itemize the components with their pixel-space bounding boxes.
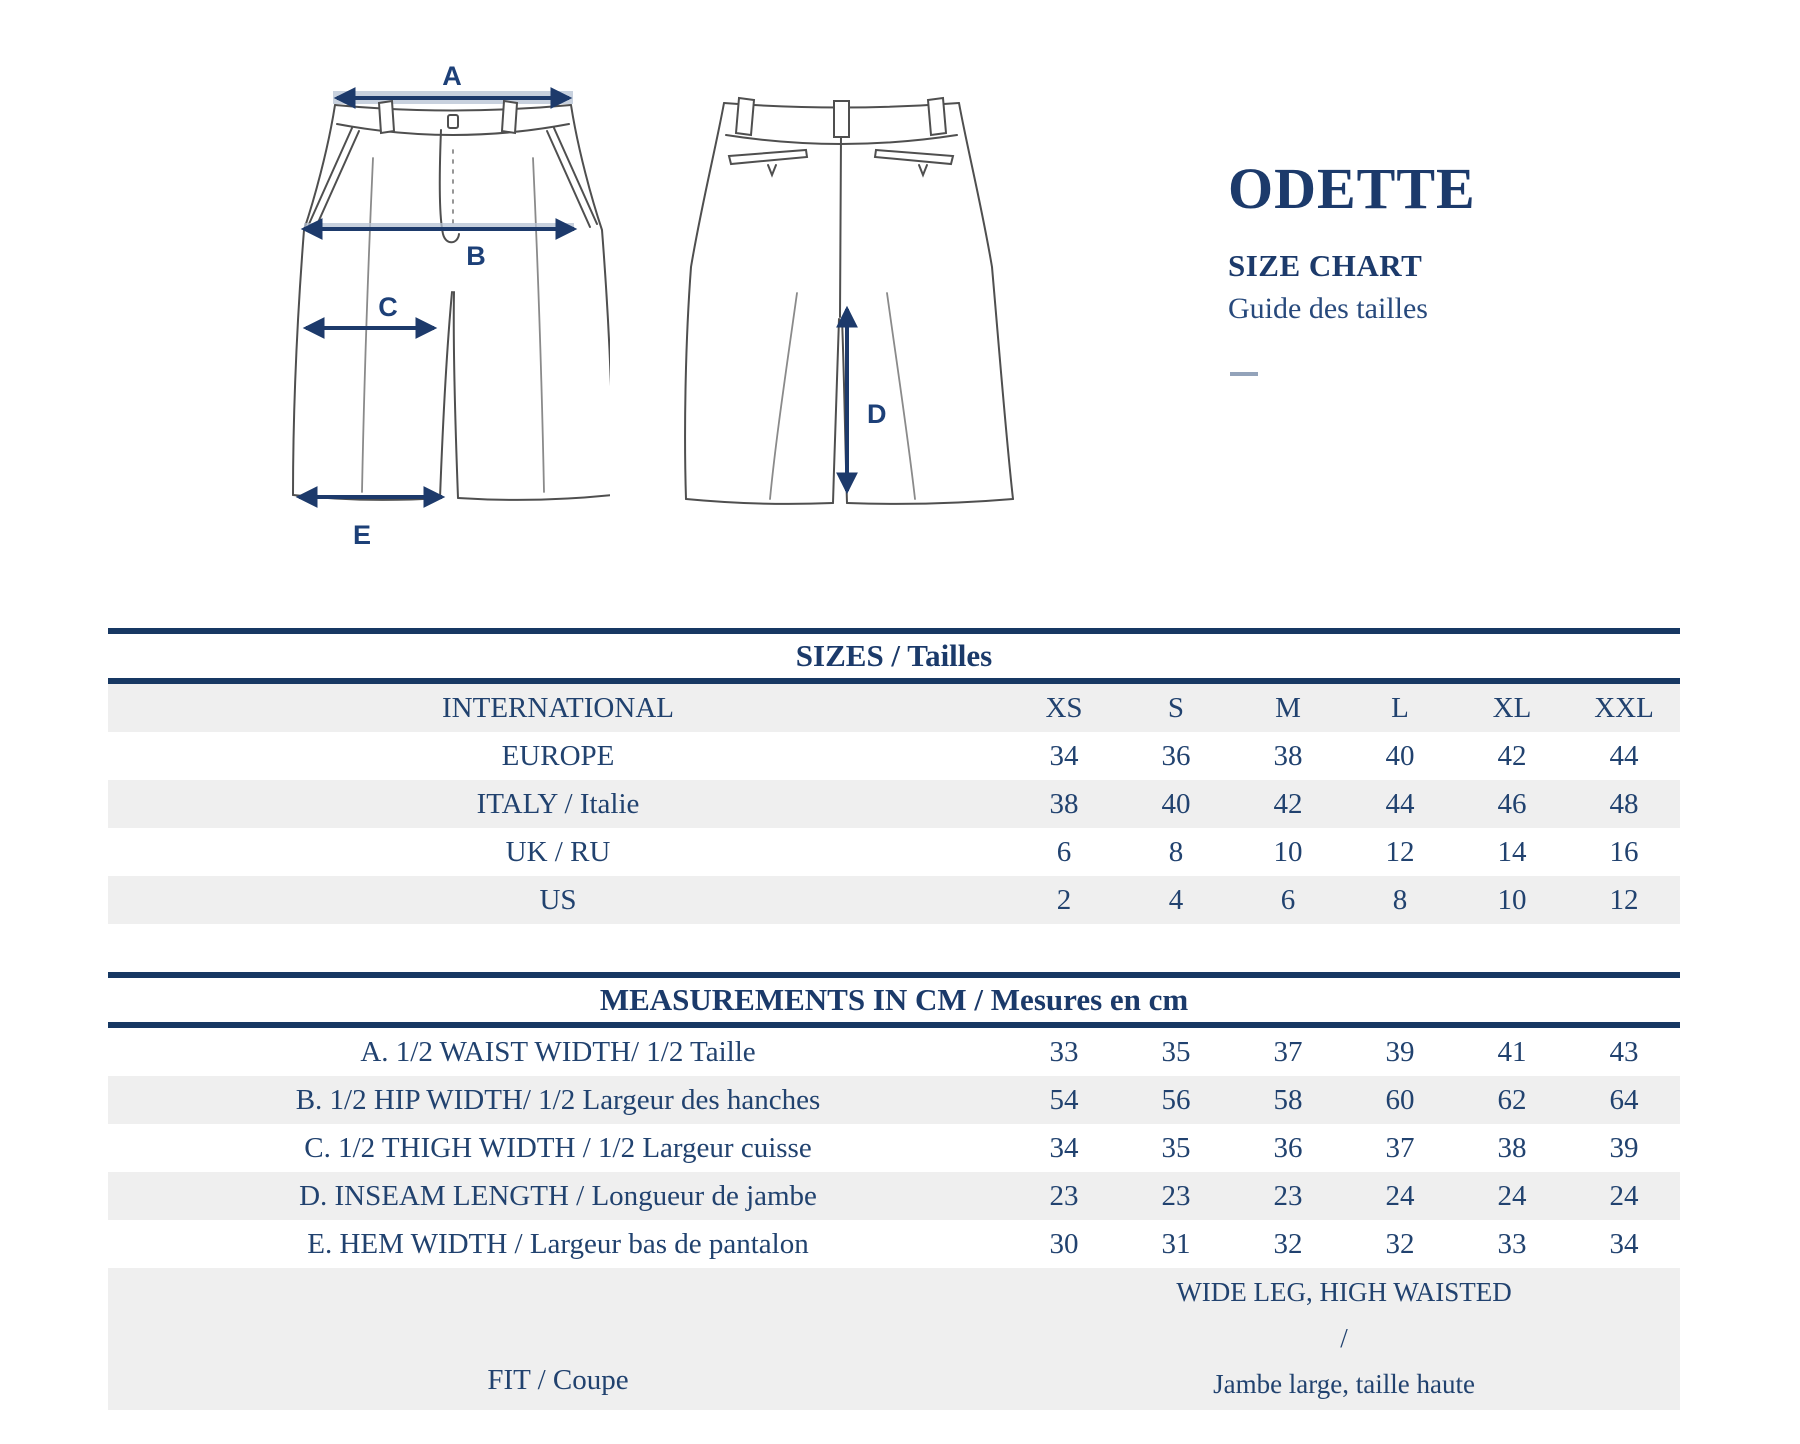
row-label: A. 1/2 WAIST WIDTH/ 1/2 Taille (360, 1035, 756, 1068)
back-pocket (875, 150, 953, 164)
belt-loop (379, 101, 394, 133)
divider-dash (1230, 372, 1258, 376)
pocket-seam (547, 131, 590, 227)
row-label: UK / RU (505, 835, 611, 868)
size-chart-heading: SIZE CHART (1228, 248, 1423, 283)
row-label: EUROPE (501, 739, 615, 772)
center-back-seam (840, 135, 841, 317)
belt-loop (736, 98, 754, 135)
pocket-button (768, 165, 776, 175)
row-label: US (108, 876, 1008, 924)
measure-label-b: B (466, 241, 486, 271)
row-label: B. 1/2 HIP WIDTH/ 1/2 Largeur des hanches (108, 1076, 1008, 1124)
fit-row-value (1008, 1268, 1680, 1410)
table-row: A. 1/2 WAIST WIDTH/ 1/2 Taille 33 35 37 39 41 43 (108, 1025, 1680, 1076)
row-label: E. HEM WIDTH / Largeur bas de pantalon (307, 1227, 809, 1260)
measurements-table (108, 972, 1680, 1410)
sizes-table-header (108, 631, 1680, 681)
row-label: C. 1/2 THIGH WIDTH / 1/2 Largeur cuisse (304, 1131, 812, 1164)
fit-line-en: WIDE LEG, HIGH WAISTED (1176, 1277, 1512, 1308)
measure-label-e: E (352, 520, 372, 550)
fit-line-slash: / (1340, 1323, 1348, 1354)
measurements-table-header (108, 975, 1680, 1025)
title-block (1228, 156, 1476, 325)
belt-loop (834, 101, 849, 137)
row-label: D. INSEAM LENGTH / Longueur de jambe (108, 1172, 1008, 1220)
table-row: ITALY / Italie 38 40 42 44 46 48 (108, 780, 1680, 828)
measure-label-c: C (378, 292, 398, 322)
fit-line-fr: Jambe large, taille haute (1213, 1368, 1475, 1399)
shorts-front-sketch (288, 58, 610, 550)
row-label: INTERNATIONAL (108, 681, 1008, 732)
sizes-table-title: SIZES / Tailles (108, 631, 1680, 681)
pocket-button (919, 165, 927, 175)
pocket-seam (554, 128, 597, 224)
shorts-back-sketch (675, 85, 1020, 535)
table-row: C. 1/2 THIGH WIDTH / 1/2 Largeur cuisse 34 35 36 37 38 39 (108, 1124, 1680, 1172)
waist-button (448, 115, 458, 128)
table-row: D. INSEAM LENGTH / Longueur de jambe 23 23 23 24 24 24 (108, 1172, 1680, 1220)
table-row: B. 1/2 HIP WIDTH/ 1/2 Largeur des hanches 54 56 58 60 62 64 (108, 1076, 1680, 1124)
table-row: US 2 4 6 8 10 12 (108, 876, 1680, 924)
back-pocket (729, 150, 807, 164)
belt-loop (928, 98, 946, 135)
belt-loop (502, 101, 517, 133)
table-row: EUROPE 34 36 38 40 42 44 (108, 732, 1680, 780)
table-row: UK / RU 6 8 10 12 14 16 (108, 828, 1680, 876)
table-row: E. HEM WIDTH / Largeur bas de pantalon 30 31 32 32 33 34 (108, 1220, 1680, 1268)
size-chart-heading-fr: Guide des tailles (1228, 292, 1428, 325)
table-row: INTERNATIONAL XS S M L XL XXL (108, 681, 1680, 732)
pocket-seam (316, 131, 359, 227)
measure-label-a: A (442, 61, 462, 91)
measurements-table-title: MEASUREMENTS IN CM / Mesures en cm (108, 975, 1680, 1025)
sizes-table (108, 628, 1680, 924)
measure-label-d: D (867, 399, 887, 429)
product-name: ODETTE (1228, 156, 1476, 221)
fit-row (108, 1268, 1680, 1410)
pocket-seam (309, 128, 352, 224)
fit-row-label: FIT / Coupe (108, 1268, 1008, 1410)
row-label: ITALY / Italie (108, 780, 1008, 828)
